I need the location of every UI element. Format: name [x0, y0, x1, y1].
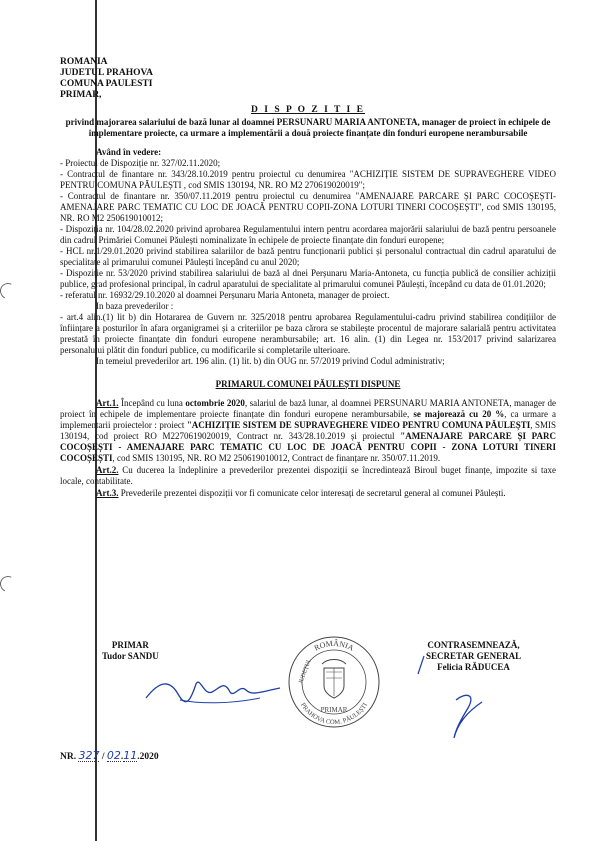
document-title: D I S P O Z I T I E [251, 105, 365, 115]
handwritten-month: 11 [123, 749, 138, 762]
list-item: - Dispoziția nr. 104/28.02.2020 privind aprobarea Regulamentului intern pentru acordarea majorării salariului de bază pentru persoanele din cadrul Primăriei Comunei Păulești nominalizate în echipele de proiecte finanțate din fonduri europene; [60, 224, 556, 245]
header-country: ROMANIA [60, 57, 108, 67]
document-header [60, 57, 556, 101]
list-item: - Proiectul de Dispoziție nr. 327/02.11.2020; [60, 158, 221, 168]
mayor-signature [102, 640, 159, 662]
header-county: JUDETUL PRAHOVA [60, 68, 153, 78]
list-item: - art.4 alin.(1) lit b) din Hotararea de Guvern nr. 325/2018 pentru aprobarea Regulamentului-cadru privind stabilirea condițiilor de înființare a posturilor în afara organigramei și a criteriilor pe baza cărora se stabilește procentul de majorare salarială pentru activitatea prestată în proiecte finanțate din fonduri europene nerambursabile; art. 16 alin. (1) din Legea nr. 153/2017 privind salarizarea personalului plătit din fonduri publice, cu modificarile si completarile ulterioare. [60, 312, 556, 355]
stamp-bottom-arc-text: PRAHOVA COM. PĂULEȘTI [299, 701, 369, 727]
nr-year: .2020 [137, 752, 159, 762]
list-item: - Contractul de finantare nr. 343/28.10.2019 pentru proiectul cu denumirea "ACHIZIȚIE SISTEM DE SUPRAVEGHERE VIDEO PENTRU COMUNA PĂULEȘTI , cod SMIS 130194, NR. RO M2 270619020019"; [60, 169, 556, 190]
mayor-name: Tudor SANDU [102, 651, 159, 661]
punch-hole-mark [0, 574, 18, 595]
baza-heading: In baza prevederilor : [96, 301, 174, 311]
article-3: Art.3. Prevederile prezentei dispoziții vor fi comunicate celor interesați de secretarul general al comunei Păulești. [96, 488, 506, 498]
registration-number-line: NR. 327 / 02.11.2020 [60, 749, 159, 762]
stamp-left-text: JUDEȚUL [298, 657, 313, 685]
article-1: Art.1. Începând cu luna octombrie 2020, salariul de bază lunar, al doamnei PERSUNARU MARIA ANTONETA, manager de proiect în echipele de implementare proiecte finanțate din fonduri europene nerambursabile, se majorează cu 20 %, ca urmare a implementarii proiectelor : proiect "ACHIZIȚIE SISTEM DE SUPRAVEGHERE VIDEO PENTRU COMUNA PĂULEȘTI, SMIS 130194, cod proiect RO M2270619020019, Contract nr. 343/28.10.2019 și proiectul "AMENAJARE PARCARE ȘI PARC COCOȘEȘTI - AMENAJARE PARC TEMATIC CU LOC DE JOACĂ PENTRU COPII - ZONA LOTURI TINERI COCOȘEȘTI, cod SMIS 130195, NR. RO M2 250619010012, Contract de finanțare nr. 350/07.11.2019. [60, 398, 557, 463]
mayor-role: PRIMAR [111, 640, 149, 650]
list-item: - referatul nr. 16932/29.10.2020 al doamnei Perșunaru Maria Antoneta, manager de proiect. [60, 290, 390, 300]
handwritten-day: 02 [106, 749, 121, 762]
avand-list [60, 158, 556, 301]
document-subject: privind majorarea salariului de bază lunar al doamnei PERSUNARU MARIA ANTONETA, manager de proiect în echipele de implementare proiecte, ca urmare a implementării a două proiecte finanțate din fonduri europene nerambursabile [65, 117, 551, 138]
list-item: - Contractul de finantare nr. 350/07.11.2019 pentru proiectul cu denumirea "AMENAJARE PARCARE ȘI PARC COCOȘEȘTI-AMENAJARE PARC TEMATIC CU LOC DE JOACĂ PENTRU COPII-ZONA LOTURI TINERI COCOȘEȘTI", cod SMIS 130195, NR. RO M2 250619010012; [60, 191, 556, 223]
punch-hole-mark [0, 281, 18, 302]
coat-of-arms-icon [322, 660, 346, 699]
avand-heading: Având în vedere: [96, 147, 162, 157]
stamp-top-text: ROMÂNIA [312, 638, 356, 653]
list-item: - Dispoziție nr. 53/2020 privind stabilirea salariului de bază al dnei Perșunaru Maria-Antoneta, cu funcția publică de consilier achiziții publice, grad profesional principal, în cadrul aparatului de specialitate al primarului comunei Păulești, începând cu data de 01.01.2020; [60, 268, 556, 289]
article-2: Art.2. Cu ducerea la îndeplinire a prevederilor prezentei dispoziții se încredintează Biroul buget finanțe, impozite si taxe locale, contabilitate. [60, 465, 556, 486]
secretary-handwritten-signature [410, 638, 510, 748]
article-label: Art.3. [96, 488, 119, 498]
header-mayor: PRIMAR, [60, 90, 102, 100]
article-label: Art.2. [96, 465, 119, 475]
stamp-bottom-text: PRIMAR [320, 706, 348, 714]
header-commune: COMUNA PAULESTI [60, 79, 153, 89]
document-body [60, 57, 556, 499]
official-stamp [286, 634, 382, 730]
dispune-heading: PRIMARUL COMUNEI PĂULEȘTI DISPUNE [215, 379, 401, 389]
mayor-handwritten-signature [140, 670, 290, 710]
secretary-role: SECRETAR GENERAL [426, 651, 522, 661]
temeiul-paragraph: In temeiul prevederilor art. 196 alin. (1) lit. b) din OUG nr. 57/2019 privind Codul administrativ; [96, 356, 445, 366]
countersign-label: CONTRASEMNEAZĂ, [427, 640, 520, 650]
signature-block [60, 640, 556, 750]
nr-prefix: NR. [60, 752, 77, 762]
handwritten-number: 327 [78, 749, 100, 762]
secretary-name: Felicia RĂDUCEA [437, 662, 510, 672]
list-item: - HCL nr.1/29.01.2020 privind stabilirea salariilor de bază pentru funcționarii publici și personalul contractual din cadrul aparatului de specialitate al primarului comunei Păulești începând cu anul 2020; [60, 246, 556, 267]
article-label: Art.1. [96, 398, 119, 408]
